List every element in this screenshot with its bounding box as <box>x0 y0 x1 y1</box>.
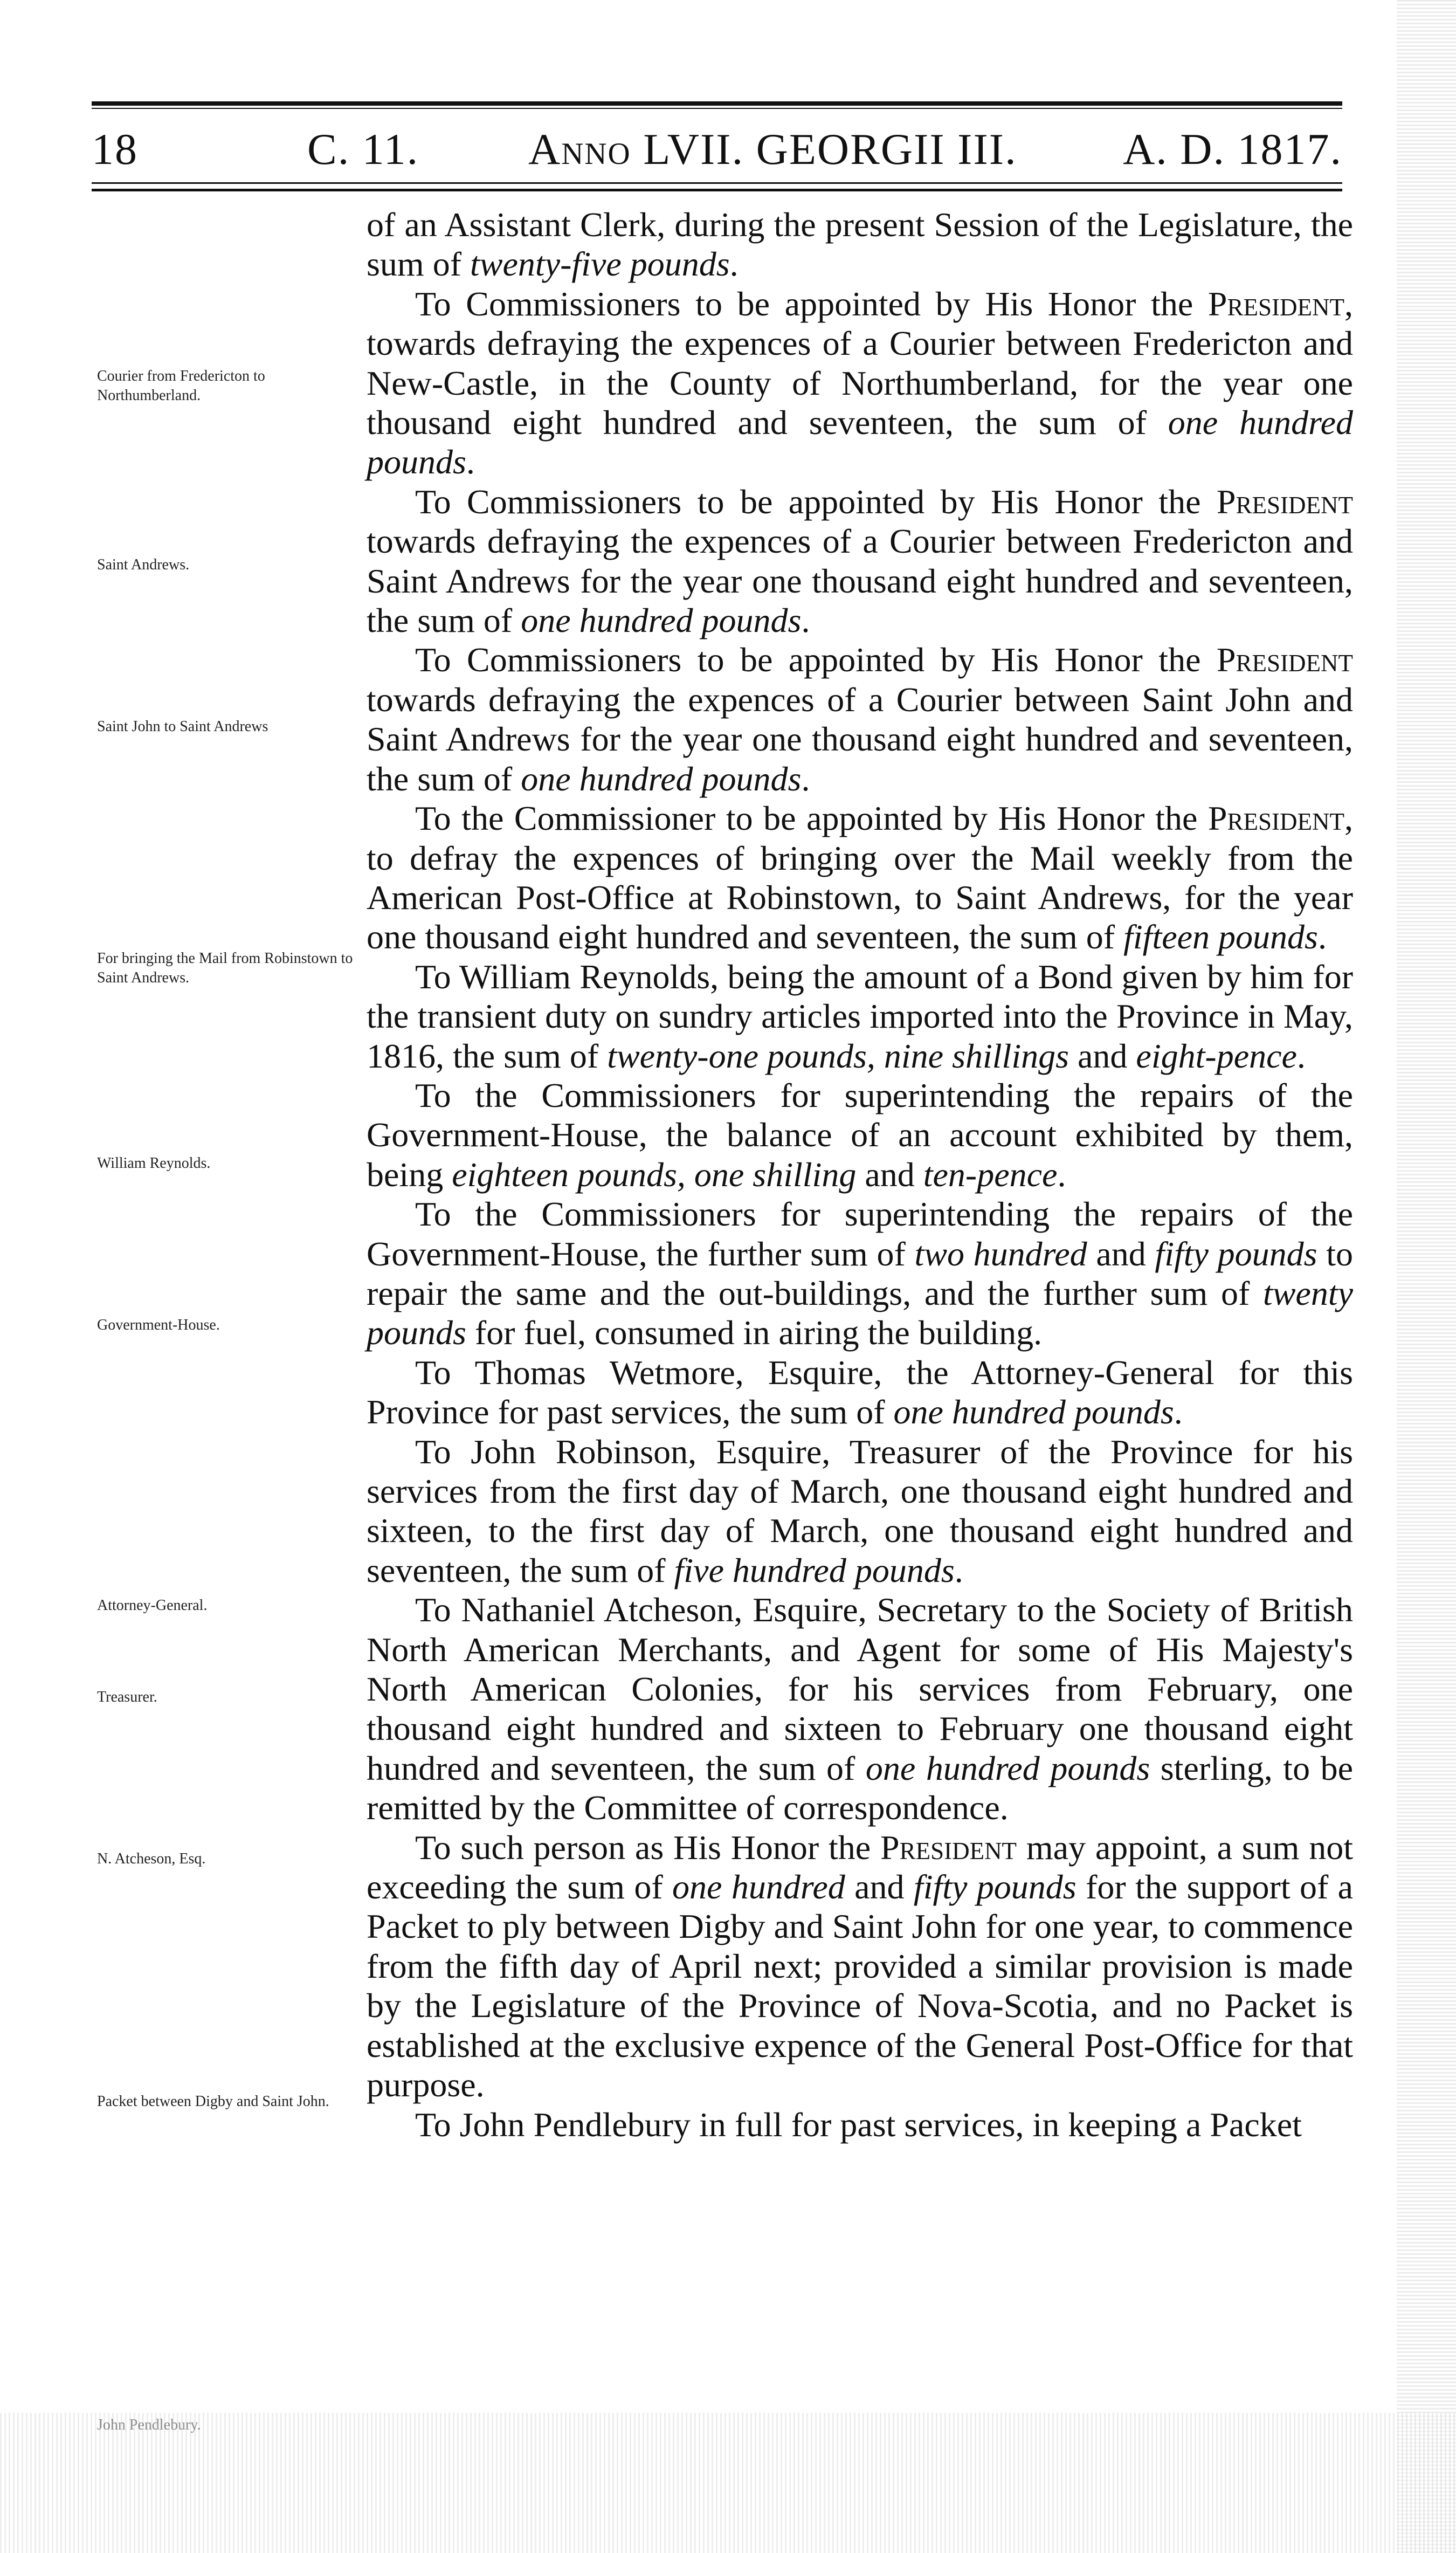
paragraph-courier-saint-john: To Commissioners to be appointed by His Honor the President towards defraying the expences of a Courier between Saint John and Saint Andrews for the year one thousand eight hundred and seventeen, the sum of one hundred pounds. <box>367 641 1353 798</box>
chapter-number: C. 11. <box>307 125 419 174</box>
margin-note-courier-northumberland: Courier from Fredericton to Northumberland. <box>97 368 265 404</box>
paragraph-william-reynolds: To William Reynolds, being the amount of a Bond given by him for the transient duty on sundry articles imported into the Province in May, 1816, the sum of twenty-one pounds, nine shillings and eight-pence. <box>367 957 1353 1075</box>
paragraph-government-house-balance: To the Commissioners for superintending the repairs of the Government-House, the balance of an account exhibited by them, being eighteen pounds, one shilling and ten-pence. <box>367 1076 1353 1194</box>
paragraph-pendlebury: To John Pendlebury in full for past services, in keeping a Packet <box>415 2105 1302 2144</box>
paragraph-courier-northumberland: To Commissioners to be appointed by His Honor the President, towards defraying the expences of a Courier between Fredericton and New-Castle, in the County of Northumberland, for the year one thousand eight hundred and seventeen, the sum of one hundred pounds. <box>367 284 1354 481</box>
margin-note-atcheson: N. Atcheson, Esq. <box>97 1850 206 1867</box>
margin-note-saint-andrews: Saint Andrews. <box>97 556 190 573</box>
calendar-year: A. D. 1817. <box>1123 125 1342 174</box>
paragraph-government-house-repairs: To the Commissioners for superintending the repairs of the Government-House, the further sum of two hundred and fifty pounds to repair the same and the out-buildings, and the further sum of twenty pounds for fuel, consumed in airing the building. <box>367 1195 1354 1352</box>
margin-note-saint-john: Saint John to Saint Andrews <box>97 718 268 735</box>
margin-note-william-reynolds: William Reynolds. <box>97 1155 211 1172</box>
paragraph-atcheson: To Nathaniel Atcheson, Esquire, Secretary to the Society of British North American Merchants, and Agent for some of His Majesty's North American Colonies, for his services from February, one thousand eight hundred and sixteen to February one thousand eight hundred and seventeen, the sum of one hundred pounds sterling, to be remitted by the Committee of correspondence. <box>367 1591 1354 1827</box>
paragraph-treasurer: To John Robinson, Esquire, Treasurer of the Province for his services from the first day of March, one thousand eight hundred and sixteen, to the first day of March, one thousand eight hundred and seventeen, the sum of five hundred pounds. <box>367 1432 1353 1589</box>
margin-note-treasurer: Treasurer. <box>97 1689 157 1705</box>
paragraph-attorney-general: To Thomas Wetmore, Esquire, the Attorney-General for this Province for past services, the sum of one hundred pounds. <box>367 1353 1353 1432</box>
paragraph-mail-robinstown: To the Commissioner to be appointed by His Honor the President, to defray the expences of bringing over the Mail weekly from the American Post-Office at Robinstown, to Saint Andrews, for the year one thousand eight hundred and seventeen, the sum of fifteen pounds. <box>367 799 1353 956</box>
margin-note-attorney-general: Attorney-General. <box>97 1597 208 1614</box>
regnal-year: Anno LVII. GEORGII III. <box>528 125 1017 174</box>
paragraph-packet-digby: To such person as His Honor the President may appoint, a sum not exceeding the sum of one hundred and fifty pounds for the support of a Packet to ply between Digby and Saint John for one year, to commence from the fifth day of April next; provided a similar provision is made by the Legislature of the Province of Nova-Scotia, and no Packet is established at the exclusive expence of the General Post-Office for that purpose. <box>367 1828 1354 2104</box>
margin-notes <box>0 0 367 2553</box>
scan-noise-bottom <box>0 2413 1456 2553</box>
margin-note-packet-digby: Packet between Digby and Saint John. <box>97 2093 329 2110</box>
body-text <box>367 205 1353 2144</box>
page-number: 18 <box>92 125 138 174</box>
scan-noise-right <box>1397 0 1456 2553</box>
margin-note-mail-robinstown: For bringing the Mail from Robinstown to Saint Andrews. <box>97 950 353 986</box>
paragraph-courier-saint-andrews: To Commissioners to be appointed by His Honor the President towards defraying the expences of a Courier between Fredericton and Saint Andrews for the year one thousand eight hundred and seventeen, the sum of one hundred pounds. <box>367 482 1353 640</box>
paragraph-assistant-clerk: of an Assistant Clerk, during the present Session of the Legislature, the sum of twenty-five pounds. <box>367 205 1353 284</box>
margin-note-government-house: Government-House. <box>97 1317 220 1333</box>
